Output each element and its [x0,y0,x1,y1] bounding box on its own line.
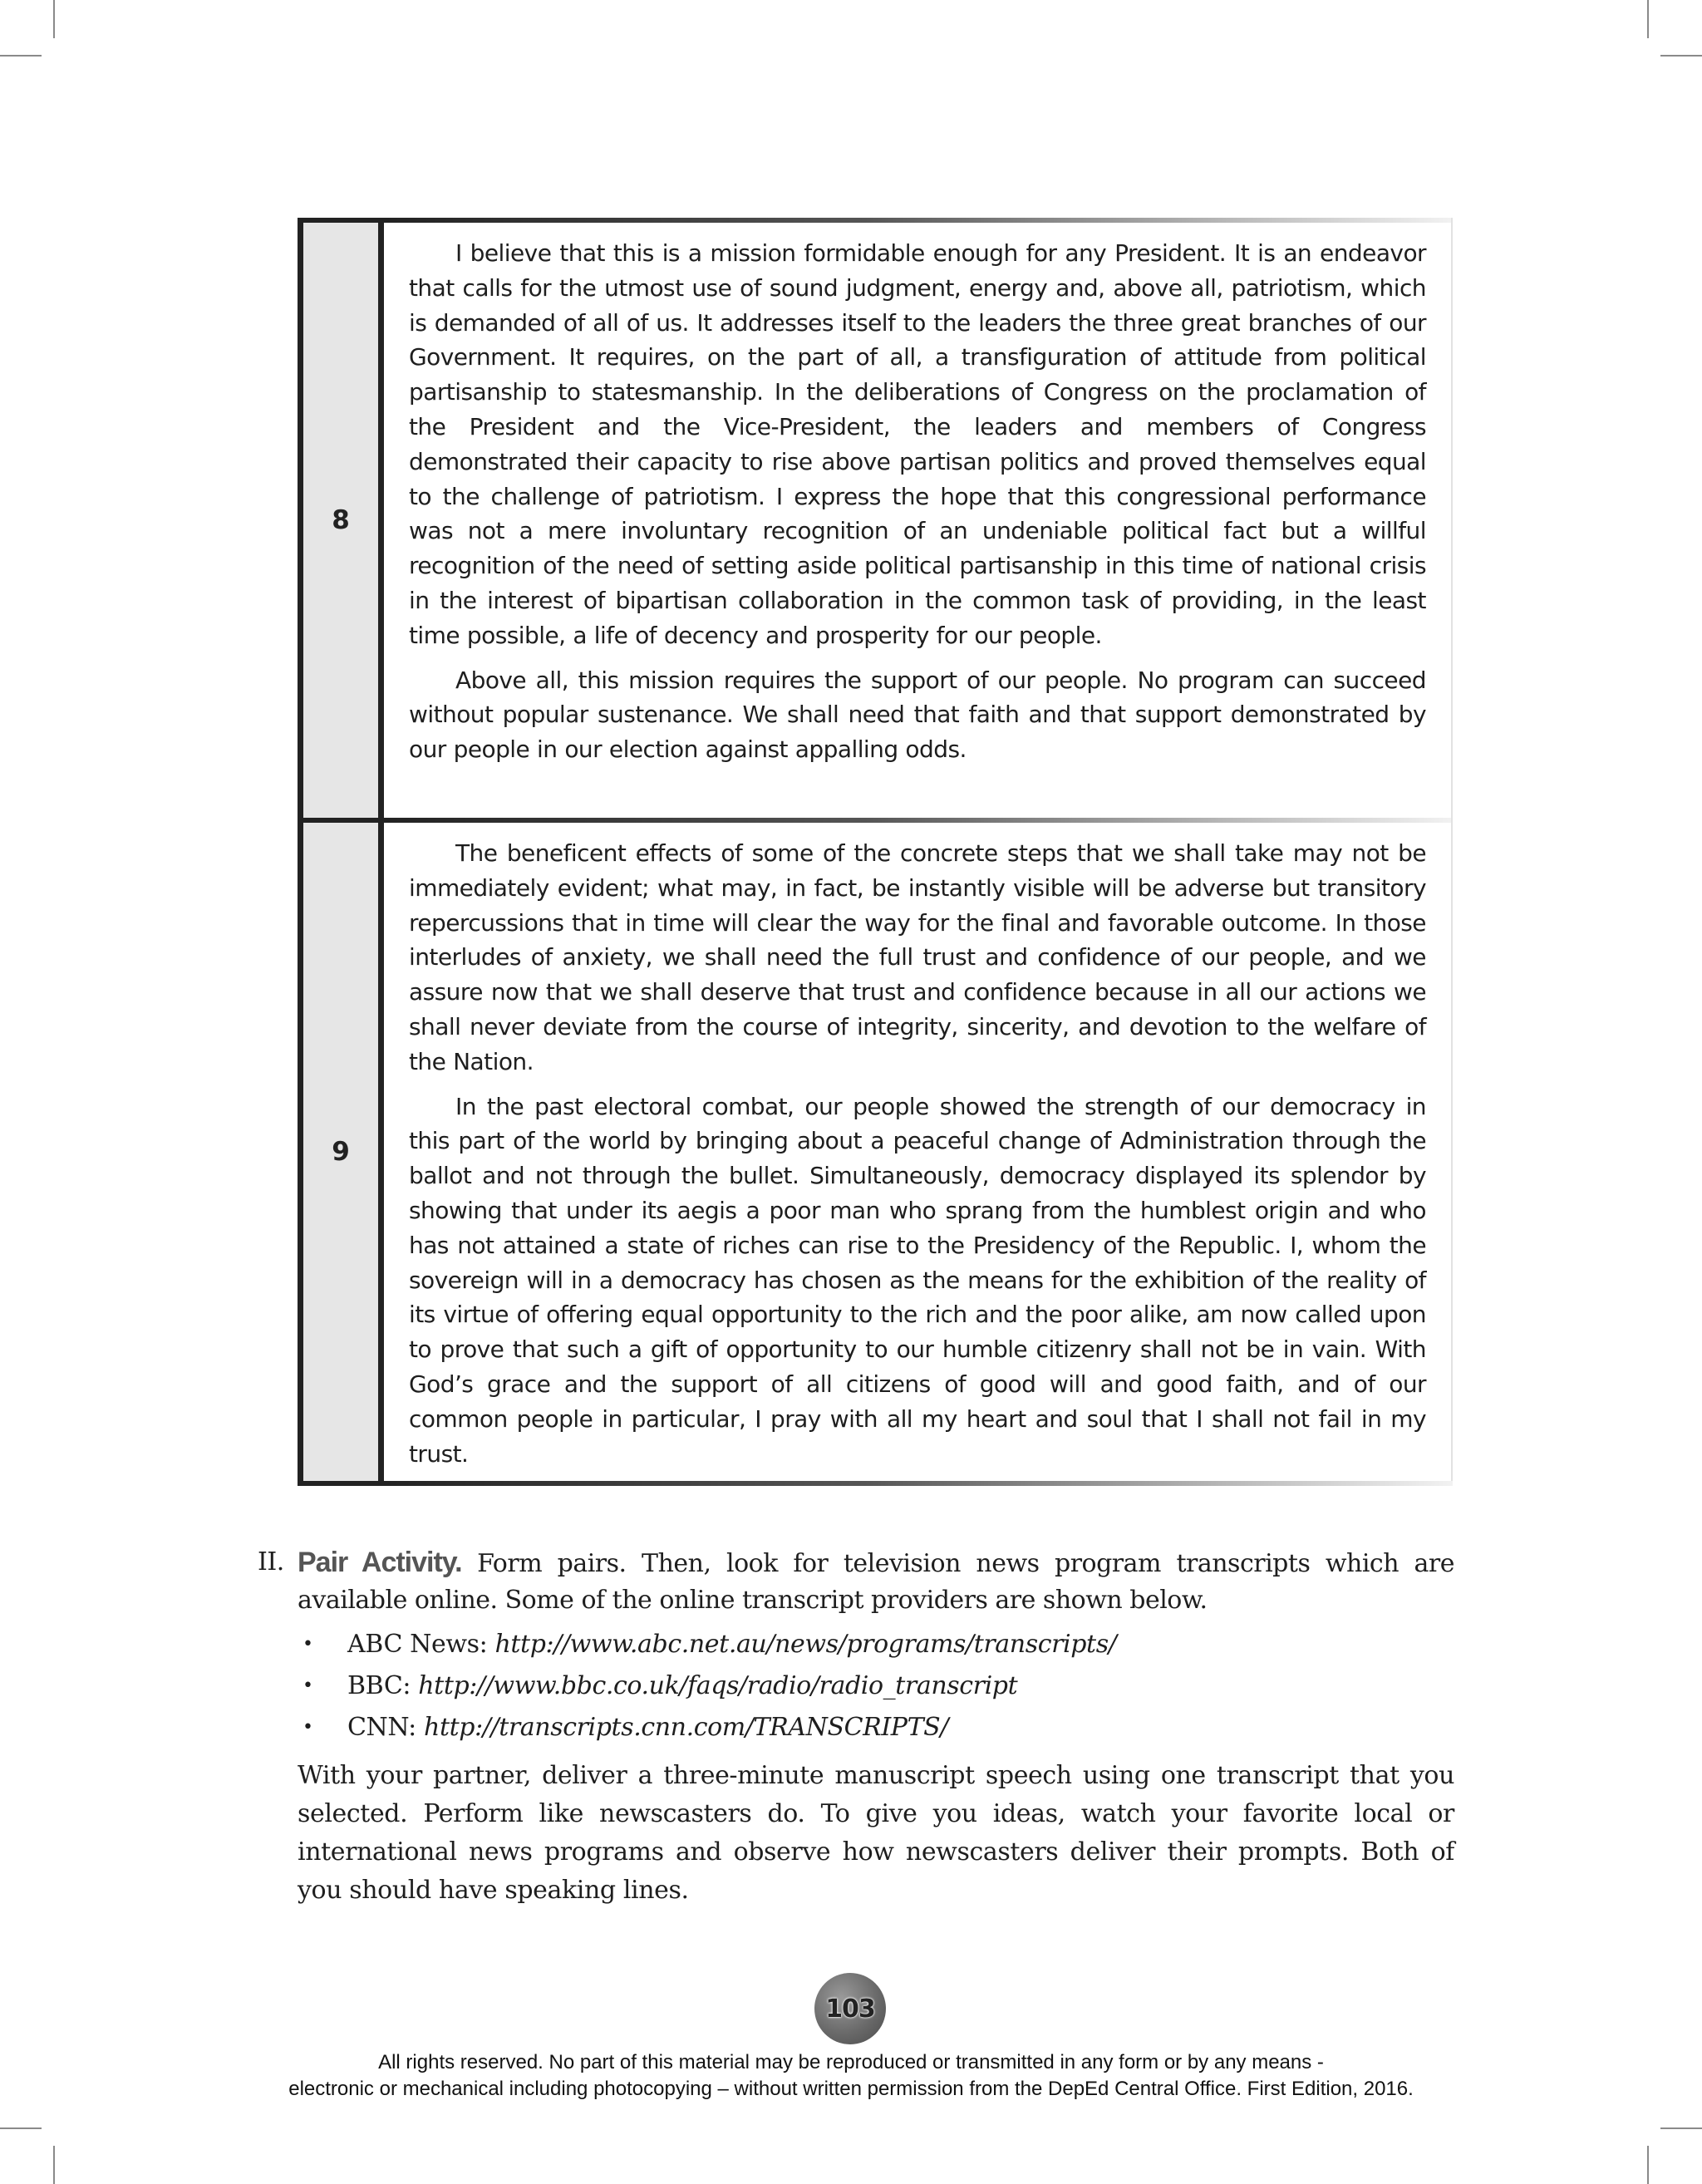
provider-link[interactable]: http://www.abc.net.au/news/programs/transcripts/ [494,1630,1117,1659]
list-item [298,1624,1454,1665]
copyright-footer [0,2049,1702,2103]
crop-mark [1660,55,1702,57]
page-number-badge [814,1973,886,2044]
list-item [298,1665,1454,1707]
speech-paragraph: The beneficent effects of some of the concrete steps that we shall take may not be immediately evident; what may, in fact, be instantly visible will be adverse but transitory repercussions that in time will clear the way for the final and favorable outcome. In those interludes of anxiety, we shall need the full trust and confidence of our people, and we assure now that we shall deserve that trust and confidence because in all our actions we shall never deviate from the course of integrity, sincerity, and devotion to the welfare of the Nation. [409,839,1426,1075]
provider-link[interactable]: http://transcripts.cnn.com/TRANSCRIPTS/ [424,1713,949,1742]
row-number: 8 [298,218,384,818]
crop-mark [0,55,42,57]
table-bottom-border [384,1481,1453,1486]
provider-name: ABC News: [347,1630,488,1659]
activity-intro [258,1544,1454,1619]
bullet-icon: • [303,1634,313,1655]
footer-line: electronic or mechanical including photocopying – without written permission from the DepEd Central Office. First Edition, 2016. [288,2078,1414,2100]
speech-paragraph: Above all, this mission requires the support of our people. No program can succeed without popular sustenance. We shall need that faith and that support demonstrated by our people in our election against appalling odds. [409,666,1426,764]
activity-intro-text: Form pairs. Then, look for television news program transcripts which are available online. Some of the online transcript providers are shown below. [298,1549,1454,1615]
speech-text-cell [384,218,1453,818]
speech-paragraph: In the past electoral combat, our people showed the strength of our democracy in this part of the world by bringing about a peaceful change of Administration through the ballot and not through the bullet. Simultaneously, democracy displayed its splendor by showing that under its aegis a poor man who sprang from the humblest origin and who has not attained a state of riches can rise to the Presidency of the Republic. I, whom the sovereign will in a democracy has chosen as the means for the exhibition of the reality of its virtue of offering equal opportunity to the rich and the poor alike, am now called upon to prove that such a gift of opportunity to our humble citizenry shall not be in vain. With God’s grace and the support of all citizens of good will and good faith, and of our common people in particular, I pray with all my heart and soul that I shall not fail in my trust. [409,1092,1426,1468]
row-number: 9 [298,818,384,1486]
table-row [298,218,1453,818]
speech-paragraph: I believe that this is a mission formidable enough for any President. It is an endeavor that calls for the utmost use of sound judgment, energy and, above all, patriotism, which is demanded of all of us. It addresses itself to the leaders the three great branches of our Government. It requires, on the part of all, a transfiguration of attitude from political partisanship to statesmanship. In the deliberations of Congress on the proclamation of the President and the Vice-President, the leaders and members of Congress demonstrated their capacity to rise above partisan politics and proved themselves equal to the challenge of patriotism. I express the hope that this congressional performance was not a mere involuntary recognition of an undeniable political fact but a willful recognition of the need of setting aside political partisanship in this time of national crisis in the interest of bipartisan collaboration in the common task of providing, in the least time possible, a life of decency and prosperity for our people. [409,239,1426,649]
speech-table [298,218,1453,1486]
crop-mark [0,2127,42,2129]
crop-mark [1647,2146,1649,2184]
activity-instructions: With your partner, deliver a three-minute manuscript speech using one transcript that you selected. Perform like newscasters do. To give you ideas, watch your favorite local or international news programs and observe how newscasters deliver their prompts. Both of you should have speaking lines. [298,1761,1454,1905]
provider-name: CNN: [347,1713,416,1742]
bullet-icon: • [303,1717,313,1738]
table-row [298,818,1453,1486]
section-numeral: II. [258,1547,284,1577]
transcript-provider-list [298,1624,1454,1749]
crop-mark [53,2146,55,2184]
footer-line: All rights reserved. No part of this material may be reproduced or transmitted in any form or by any means - [378,2051,1324,2073]
crop-mark [53,0,55,38]
list-item [298,1707,1454,1749]
provider-link[interactable]: http://www.bbc.co.uk/faqs/radio/radio_transcript [418,1671,1018,1700]
provider-name: BBC: [347,1671,411,1700]
crop-mark [1660,2127,1702,2129]
page-number: 103 [825,1994,875,2024]
activity-title: Pair Activity. [298,1547,462,1578]
bullet-icon: • [303,1675,313,1696]
crop-mark [1647,0,1649,38]
pair-activity-section [258,1544,1454,1910]
speech-text-cell [384,818,1453,1486]
